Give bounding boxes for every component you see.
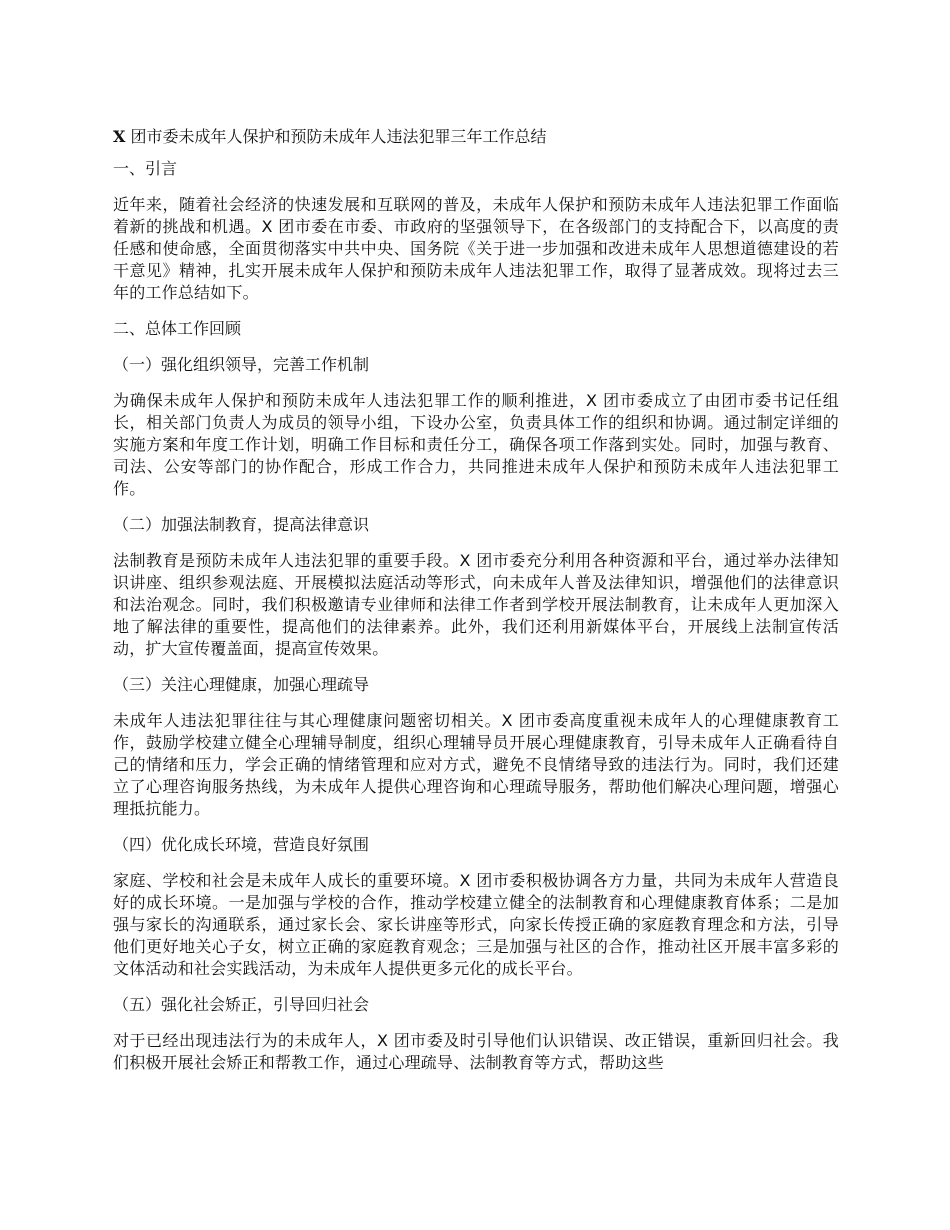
subsection-heading-3: （三）关注心理健康，加强心理疏导 — [113, 675, 370, 694]
paragraph-1: 为确保未成年人保护和预防未成年人违法犯罪工作的顺利推进，X 团市委成立了由团市委书记任组长，相关部门负责人为成员的领导小组，下设办公室，负责具体工作的组织和协调。通过制定详细的实施方案和年度工作计划，明确工作目标和责任分工，确保各项工作落到实处。同时，加强与教育、司法、公安等部门的协作配合，形成工作合力，共同推进未成年人保护和预防未成年人违法犯罪工作。 — [113, 391, 839, 498]
paragraph-5: 对于已经出现违法行为的未成年人，X 团市委及时引导他们认识错误、改正错误，重新回归社会。我们积极开展社会矫正和帮教工作，通过心理疏导、法制教育等方式，帮助这些 — [113, 1031, 839, 1072]
paragraph-3: 未成年人违法犯罪往往与其心理健康问题密切相关。X 团市委高度重视未成年人的心理健康教育工作，鼓励学校建立健全心理辅导制度，组织心理辅导员开展心理健康教育，引导未成年人正确看待自己的情绪和压力，学会正确的情绪管理和应对方式，避免不良情绪导致的违法行为。同时，我们还建立了心理咨询服务热线，为未成年人提供心理咨询和心理疏导服务，帮助他们解决心理问题，增强心理抵抗能力。 — [113, 711, 839, 818]
paragraph-2: 法制教育是预防未成年人违法犯罪的重要手段。X 团市委充分利用各种资源和平台，通过举办法律知识讲座、组织参观法庭、开展模拟法庭活动等形式，向未成年人普及法律知识，增强他们的法律意识和法治观念。同时，我们积极邀请专业律师和法律工作者到学校开展法制教育，让未成年人更加深入地了解法律的重要性，提高他们的法律素养。此外，我们还利用新媒体平台，开展线上法制宣传活动，扩大宣传覆盖面，提高宣传效果。 — [113, 551, 839, 658]
subsection-heading-2: （二）加强法制教育，提高法律意识 — [113, 515, 370, 534]
paragraph-intro: 近年来，随着社会经济的快速发展和互联网的普及，未成年人保护和预防未成年人违法犯罪工作面临着新的挑战和机遇。X 团市委在市委、市政府的坚强领导下，在各级部门的支持配合下，以高度的责任感和使命感，全面贯彻落实中共中央、国务院《关于进一步加强和改进未成年人思想道德建设的若干意见》精神，扎实开展未成年人保护和预防未成年人违法犯罪工作，取得了显著成效。现将过去三年的工作总结如下。 — [113, 195, 839, 302]
subsection-heading-4: （四）优化成长环境，营造良好氛围 — [113, 835, 370, 854]
document-page — [113, 126, 839, 1088]
document-title — [113, 126, 839, 148]
subsection-heading-5: （五）强化社会矫正，引导回归社会 — [113, 995, 370, 1014]
paragraph-4: 家庭、学校和社会是未成年人成长的重要环境。X 团市委积极协调各方力量，共同为未成年人营造良好的成长环境。一是加强与学校的合作，推动学校建立健全的法制教育和心理健康教育体系；二是加强与家长的沟通联系，通过家长会、家长讲座等形式，向家长传授正确的家庭教育理念和方法，引导他们更好地关心子女，树立正确的家庭教育观念；三是加强与社区的合作，推动社区开展丰富多彩的文体活动和社会实践活动，为未成年人提供更多元化的成长平台。 — [113, 871, 839, 978]
title-lead: X — [113, 127, 126, 146]
section-heading-intro: 一、引言 — [113, 159, 178, 178]
subsection-heading-1: （一）强化组织领导，完善工作机制 — [113, 355, 370, 374]
section-heading-review: 二、总体工作回顾 — [113, 319, 242, 338]
title-text: 团市委未成年人保护和预防未成年人违法犯罪三年工作总结 — [125, 127, 547, 146]
